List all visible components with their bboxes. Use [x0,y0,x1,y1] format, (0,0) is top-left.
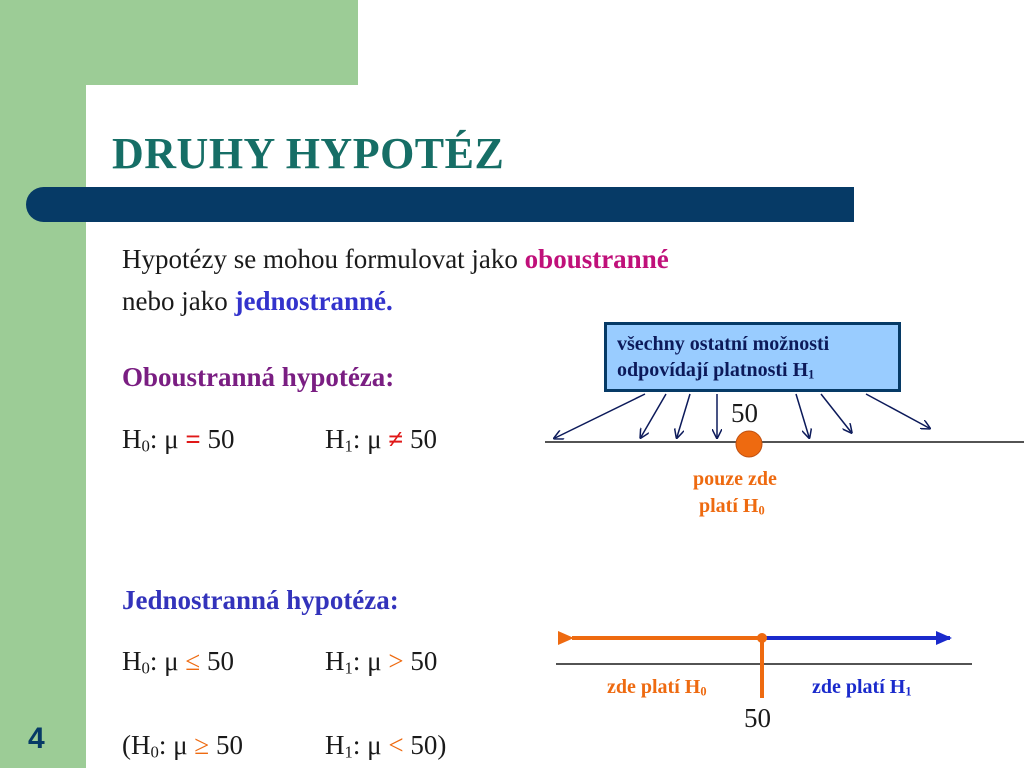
h1-region-label [812,676,912,699]
mu-symbol: : μ [352,646,389,676]
greater-operator: > [388,646,404,676]
h1-subscript: 1 [344,658,353,678]
arrow-to-left-far [555,394,645,438]
less-operator: < [388,730,404,760]
h0-symbol: H [122,424,142,454]
h0-value: 50 [209,730,243,760]
null-note-subscript: 0 [758,503,765,518]
h1-subscript: 1 [344,742,353,762]
h0-value: 50 [200,646,234,676]
null-value-point [736,431,762,457]
h0-symbol: H [122,646,142,676]
top-center-value: 50 [731,398,758,428]
mu-symbol: : μ [352,730,389,760]
null-note-text: platí H [699,495,759,517]
h1-value: 50 [403,424,437,454]
bottom-center-value: 50 [744,703,771,733]
h1-value: 50 [403,646,438,676]
h0-subscript: 0 [141,436,150,456]
arrow-to-right-mid [821,394,851,432]
mu-symbol: : μ [158,730,195,760]
arrow-to-left-near [677,394,690,437]
greater-equal-operator: ≥ [194,730,210,760]
note-box-text: odpovídají platnosti H [617,359,809,381]
h0-region-label [607,676,707,699]
boundary-point [757,633,767,643]
equals-operator: = [185,424,201,454]
two-sided-term: oboustranné [524,244,669,274]
h1-symbol: H [325,730,345,760]
mu-symbol: : μ [352,424,389,454]
arrow-to-left-mid [641,394,666,437]
h1-subscript: 1 [344,436,353,456]
mu-symbol: : μ [149,424,186,454]
h0-value: 50 [200,424,235,454]
one-sided-term: jednostranné. [234,286,393,316]
null-only-here-line-2 [699,495,765,518]
h1-value: 50) [403,730,447,760]
arrow-to-right-far [866,394,929,428]
intro-text-2: nebo jako [122,286,235,316]
h1-symbol: H [325,424,345,454]
two-sided-heading: Oboustranná hypotéza: [122,362,395,392]
not-equal-operator: ≠ [388,424,404,454]
less-equal-operator: ≤ [185,646,201,676]
h1-region-subscript: 1 [905,684,912,699]
slide-title: DRUHY HYPOTÉZ [112,129,505,178]
h0-symbol: (H [122,730,151,760]
null-only-here-line-1: pouze zde [693,468,777,490]
h1-region-text: zde platí H [812,676,906,698]
one-sided-heading: Jednostranná hypotéza: [122,585,399,615]
intro-text: Hypotézy se mohou formulovat jako [122,244,525,274]
h0-subscript: 0 [150,742,159,762]
h0-subscript: 0 [141,658,150,678]
mu-symbol: : μ [149,646,186,676]
arrow-to-right-near [796,394,809,437]
h1-symbol: H [325,646,345,676]
slide-number: 4 [28,722,45,755]
note-box-subscript: 1 [808,367,815,382]
note-box-line-1: všechny ostatní možnosti [617,333,830,355]
h0-region-subscript: 0 [700,684,707,699]
h0-region-text: zde platí H [607,676,701,698]
